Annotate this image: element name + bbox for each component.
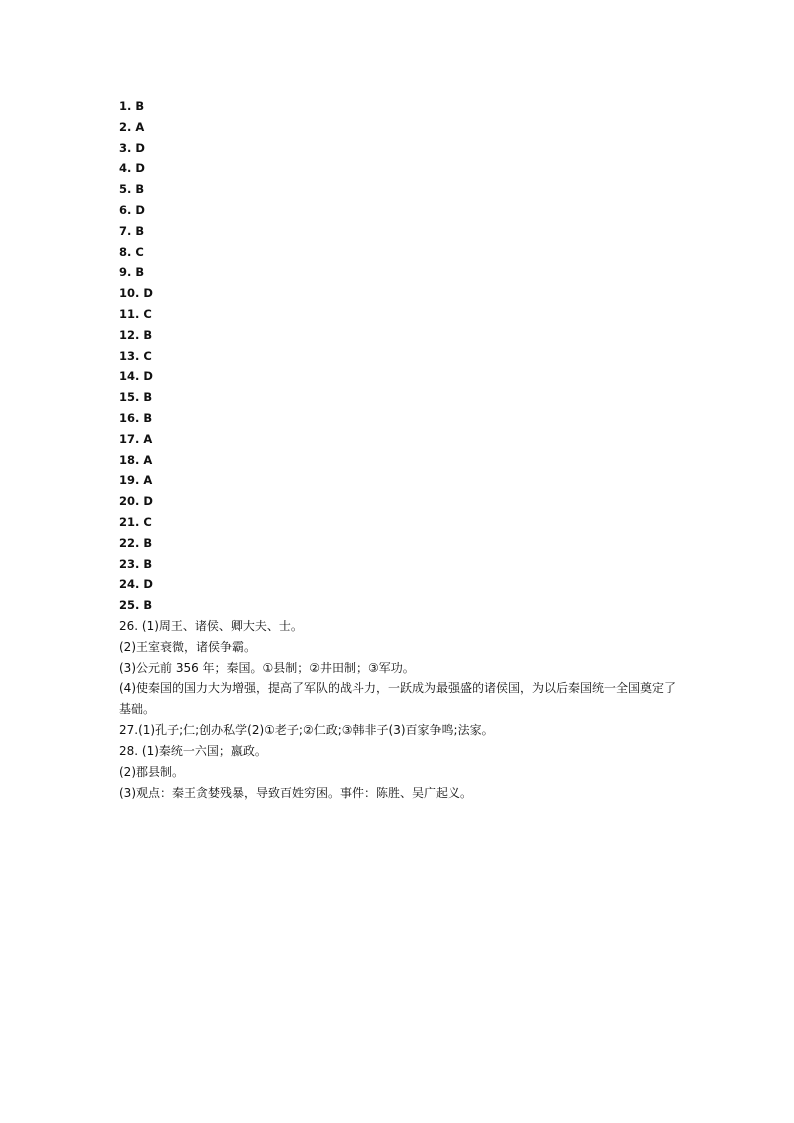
answer-20: 20. D xyxy=(119,494,153,509)
answer-2: 2. A xyxy=(119,119,145,134)
answer-26-part-3: (3)公元前 356 年；秦国。①县制；②井田制；③军功。 xyxy=(119,660,415,675)
answer-25: 25. B xyxy=(119,598,153,613)
answer-10: 10. D xyxy=(119,286,153,301)
answer-19: 19. A xyxy=(119,473,153,488)
answer-17: 17. A xyxy=(119,431,153,446)
answer-27: 27.(1)孔子;仁;创办私学(2)①老子;②仁政;③韩非子(3)百家争鸣;法家。 xyxy=(119,723,494,738)
answer-1: 1. B xyxy=(119,99,145,113)
answer-13: 13. C xyxy=(119,348,152,363)
answer-28-part-3: (3)观点：秦王贪婪残暴，导致百姓穷困。事件：陈胜、吴广起义。 xyxy=(119,785,473,800)
answer-23: 23. B xyxy=(119,556,153,571)
answer-15: 15. B xyxy=(119,390,153,405)
answer-11: 11. C xyxy=(119,306,152,321)
answer-22: 22. B xyxy=(119,535,153,550)
answer-26-part-2: (2)王室衰微，诸侯争霸。 xyxy=(119,639,256,654)
answer-7: 7. B xyxy=(119,223,145,238)
answer-26-part-1: 26. (1)周王、诸侯、卿大夫、士。 xyxy=(119,618,303,633)
answer-3: 3. D xyxy=(119,140,145,155)
answer-12: 12. B xyxy=(119,327,153,342)
answer-24: 24. D xyxy=(119,577,153,592)
answer-21: 21. C xyxy=(119,514,152,529)
answer-8: 8. C xyxy=(119,244,144,259)
answer-28-part-2: (2)郡县制。 xyxy=(119,764,184,779)
answer-6: 6. D xyxy=(119,202,145,217)
answer-14: 14. D xyxy=(119,369,153,384)
answer-16: 16. B xyxy=(119,410,153,425)
answer-list xyxy=(119,96,679,804)
answer-18: 18. A xyxy=(119,452,153,467)
answer-5: 5. B xyxy=(119,182,145,197)
answer-4: 4. D xyxy=(119,161,145,176)
answer-26-part-4: (4)使秦国的国力大为增强，提高了军队的战斗力，一跃成为最强盛的诸侯国，为以后秦国统一全国奠定了基础。 xyxy=(119,681,677,717)
answer-28-part-1: 28. (1)秦统一六国；嬴政。 xyxy=(119,744,267,759)
answer-9: 9. B xyxy=(119,265,145,280)
